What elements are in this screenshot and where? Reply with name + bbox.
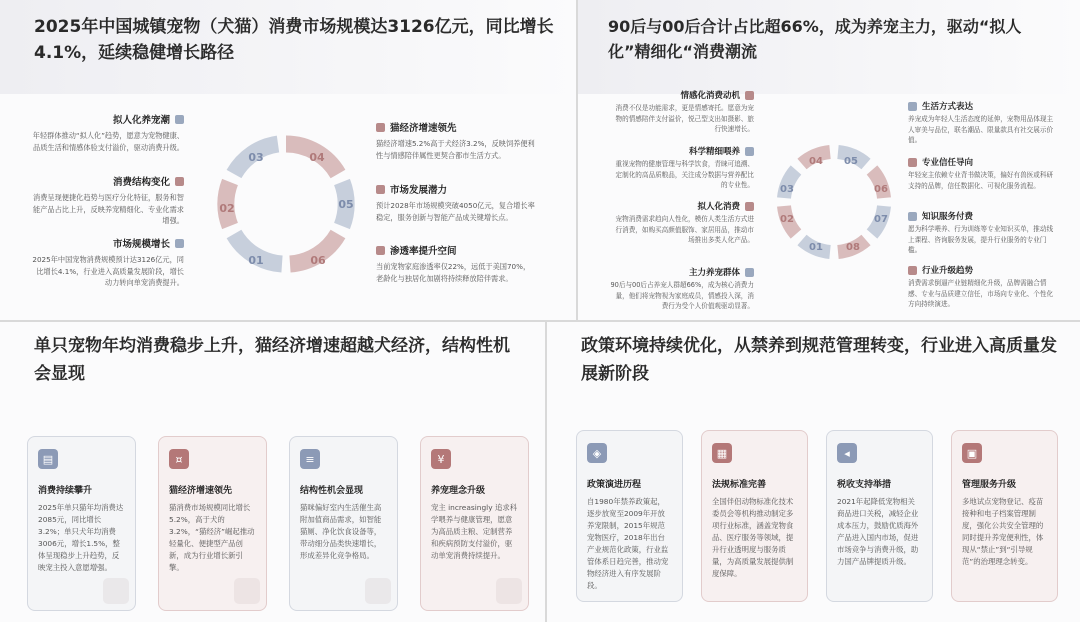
- point-body: 2025年中国宠物消费规模预计达3126亿元，同比增长4.1%，行业进入高质量发展阶段，增长动力转向单宠消费提升。: [32, 255, 184, 287]
- point-body: 年轻群体推动“拟人化”趋势，愿意为宠物健康、品质生活和情感体验支付溢价，驱动消费升级。: [32, 131, 184, 152]
- card-tax-support: [826, 430, 933, 602]
- cycle-diagram: [772, 140, 896, 264]
- card-body: 猫消费市场规模同比增长5.2%，高于犬的3.2%，“猫经济”崛起推动轻量化、便捷型产品创新，成为行业增长新引擎。: [169, 503, 255, 572]
- ring-label: 04: [809, 156, 823, 167]
- point-body: 养宠成为年轻人生活态度的延伸，宠物用品体现主人审美与品位，联名潮品、限量款具有社交展示价值。: [908, 115, 1054, 144]
- card-title: 消费持续攀升: [38, 486, 93, 496]
- ring-label: 06: [874, 184, 888, 195]
- point-heading: 科学精细喂养: [688, 147, 740, 157]
- point-body: 消费需求倒逼产业链精细化升级，品牌需融合情感、专业与品质建立信任，市场向专业化、个性化方向持续演进。: [908, 279, 1054, 308]
- card-title: 养宠理念升级: [431, 486, 486, 496]
- slide-young-owners[interactable]: [578, 0, 1080, 320]
- square-marker-icon: [745, 147, 754, 156]
- point-heading: 知识服务付费: [922, 212, 974, 222]
- ring-label: 07: [874, 214, 888, 225]
- slide-title: 2025年中国城镇宠物（犬猫）消费市场规模达3126亿元，同比增长4.1%，延续稳健增长路径: [34, 17, 554, 63]
- card-policy-history: [576, 430, 683, 602]
- ring-label: 05: [338, 198, 354, 211]
- slide-title: 单只宠物年均消费稳步上升，猫经济增速超越犬经济，结构性机会显现: [34, 336, 510, 384]
- card-regulation: [701, 430, 808, 602]
- card-title: 猫经济增速领先: [169, 486, 233, 496]
- square-marker-icon: [908, 212, 917, 221]
- point-lifestyle: [908, 100, 1054, 146]
- square-marker-icon: [908, 102, 917, 111]
- point-anthropomorphic-consumption: [610, 200, 754, 246]
- point-cat-economy: [376, 120, 536, 161]
- card-service-upgrade: [951, 430, 1058, 602]
- card-body: 2025年单只猫年均消费达2085元，同比增长3.2%；单只犬年均消费3006元，增长1.5%，整体呈现稳步上升趋势，反映宠主投入意愿增强。: [38, 503, 124, 572]
- card-row: [27, 436, 529, 611]
- ring-label: 03: [780, 184, 794, 195]
- point-body: 消费呈现便捷化趋势与医疗分化特征，服务和智能产品占比上升，反映养宠精细化、专业化需求增强。: [33, 193, 184, 225]
- watermark-icon: [496, 578, 522, 604]
- square-marker-icon: [175, 177, 184, 186]
- ring-label: 01: [248, 254, 264, 267]
- card-concept-upgrade: [420, 436, 529, 611]
- point-body: 预计2028年市场规模突破4050亿元，复合增长率稳定，服务创新与智能产品成关键增长点。: [376, 201, 535, 222]
- bar-chart-icon: ▤: [38, 449, 58, 469]
- point-heading: 市场规模增长: [112, 239, 170, 250]
- point-heading: 消费结构变化: [112, 177, 170, 188]
- ring-label: 02: [780, 214, 794, 225]
- point-heading: 生活方式表达: [922, 102, 974, 112]
- square-marker-icon: [745, 91, 754, 100]
- point-body: 当前宠物家庭渗透率仅22%，远低于美国70%，老龄化与独居化加剧将持续释放陪伴需求。: [376, 262, 531, 283]
- ring-label: 06: [310, 254, 326, 267]
- point-consumption-structure: [32, 174, 184, 227]
- slide-policy[interactable]: [547, 322, 1080, 622]
- document-icon: ≡: [300, 449, 320, 469]
- card-body: 全国伴侣动物标准化技术委员会等机构推动制定多项行业标准，涵盖宠物食品、医疗服务等领域，提升行业透明度与服务质量，为高质量发展提供制度保障。: [712, 497, 794, 578]
- box-icon: ◈: [587, 443, 607, 463]
- card-title: 税收支持举措: [837, 480, 892, 490]
- card-row: [576, 430, 1058, 602]
- square-marker-icon: [376, 185, 385, 194]
- ring-label: 04: [309, 151, 325, 164]
- card-structural-opportunity: [289, 436, 398, 611]
- card-body: 自1980年禁养政策起，逐步放宽至2009年开放养宠限制，2015年规范宠物医疗，2018年出台产业规范化政策，行业监管体系日趋完善，推动宠物经济进入有序发展阶段。: [587, 497, 669, 590]
- card-cat-growth: [158, 436, 267, 611]
- watermark-icon: [234, 578, 260, 604]
- document-icon: ▦: [712, 443, 732, 463]
- yen-icon: ¥: [431, 449, 451, 469]
- card-spending-rise: [27, 436, 136, 611]
- square-marker-icon: [908, 266, 917, 275]
- point-industry-upgrade: [908, 264, 1054, 320]
- point-heading: 拟人化养宠潮: [112, 115, 170, 126]
- ring-label: 08: [846, 242, 860, 253]
- square-marker-icon: [376, 123, 385, 132]
- point-professional-trust: [908, 156, 1054, 191]
- point-heading: 主力养宠群体: [688, 268, 740, 278]
- card-title: 政策演进历程: [587, 480, 642, 490]
- point-heading: 猫经济增速领先: [390, 123, 457, 134]
- card-title: 结构性机会显现: [300, 486, 364, 496]
- point-body: 90后与00后占养宠人群超66%，成为核心消费力量，他们将宠物视为家庭成员，情感投入深，消费行为受个人价值观驱动显著。: [610, 281, 754, 310]
- money-icon: ¤: [169, 449, 189, 469]
- point-body: 重视宠物的健康管理与科学饮食，青睐可追溯、定制化的高品质粮品，关注成分数据与营养配比的专业性。: [615, 160, 754, 189]
- point-knowledge-paid: [908, 210, 1054, 256]
- square-marker-icon: [908, 158, 917, 167]
- cycle-diagram: [212, 130, 360, 278]
- square-marker-icon: [376, 246, 385, 255]
- slide-market-size[interactable]: [0, 0, 576, 320]
- slide-title: 90后与00后合计占比超66%，成为养宠主力，驱动“拟人化”精细化“消费潮流: [608, 17, 1022, 61]
- point-body: 愿为科学喂养、行为训练等专业知识买单，推动线上课程、咨询服务发展，提升行业服务的专业门槛。: [908, 225, 1054, 254]
- watermark-icon: [103, 578, 129, 604]
- point-body: 宠物消费需求趋向人性化，模仿人类生活方式进行消费，如购买高颜值服饰、家居用品，推动市场推出多类人化产品。: [615, 215, 754, 244]
- card-body: 猫咪偏好室内生活催生高附加值商品需求，如智能猫厕、净化饮食设备等，带动细分品类快速增长，形成差异化竞争格局。: [300, 503, 382, 560]
- point-emotional-motive: [610, 89, 754, 135]
- point-heading: 市场发展潜力: [390, 185, 448, 196]
- ring-label: 01: [809, 242, 823, 253]
- card-body: 宠主 increasingly 追求科学喂养与健康管理，愿意为高品质主粮、定制营养和疾病预防支付溢价，驱动单宠消费持续提升。: [431, 503, 518, 560]
- point-anthropomorphic: [32, 112, 184, 153]
- square-marker-icon: [745, 268, 754, 277]
- point-body: 消费不仅是功能需求，更是情感寄托。愿意为宠物的情感陪伴支付溢价，悦己型支出如摄影、旅行快速增长。: [615, 104, 754, 133]
- card-body: 2021年起降低宠物相关商品进口关税，减轻企业成本压力，鼓励优质海外产品进入国内市场，促进市场竞争与消费升级，助力国产品牌提质升级。: [837, 497, 919, 566]
- point-body: 猫经济增速5.2%高于犬经济3.2%，反映饲养便利性与情感陪伴属性更契合都市生活方式。: [376, 139, 535, 160]
- card-title: 法规标准完善: [712, 480, 767, 490]
- card-body: 多地试点宠物登记、疫苗接种和电子档案管理制度，强化公共安全管理的同时提升养宠便利性，体现从“禁止”到“引导规范”的治理理念转变。: [962, 497, 1044, 566]
- slide-title: 政策环境持续优化，从禁养到规范管理转变，行业进入高质量发展新阶段: [581, 336, 1057, 384]
- square-marker-icon: [745, 202, 754, 211]
- ring-label: 05: [844, 156, 858, 167]
- point-heading: 拟人化消费: [697, 202, 740, 212]
- slide-per-pet-spending[interactable]: [0, 322, 545, 622]
- point-body: 年轻宠主依赖专业背书做决策，偏好有兽医或科研支持的品牌，信任数据化、可视化服务流程。: [908, 171, 1054, 190]
- square-marker-icon: [175, 239, 184, 248]
- point-scientific-feeding: [610, 145, 754, 191]
- point-market-growth: [32, 236, 184, 289]
- watermark-icon: [365, 578, 391, 604]
- point-heading: 渗透率提升空间: [390, 246, 457, 257]
- point-market-potential: [376, 182, 536, 223]
- point-heading: 专业信任导向: [922, 158, 974, 168]
- point-heading: 行业升级趋势: [922, 266, 974, 276]
- point-main-group: [610, 266, 754, 320]
- ring-label: 03: [248, 151, 264, 164]
- briefcase-icon: ▣: [962, 443, 982, 463]
- point-penetration: [376, 243, 536, 284]
- square-marker-icon: [175, 115, 184, 124]
- card-title: 管理服务升级: [962, 480, 1017, 490]
- ring-label: 02: [219, 202, 235, 215]
- point-heading: 情感化消费动机: [680, 91, 740, 101]
- megaphone-icon: ◂: [837, 443, 857, 463]
